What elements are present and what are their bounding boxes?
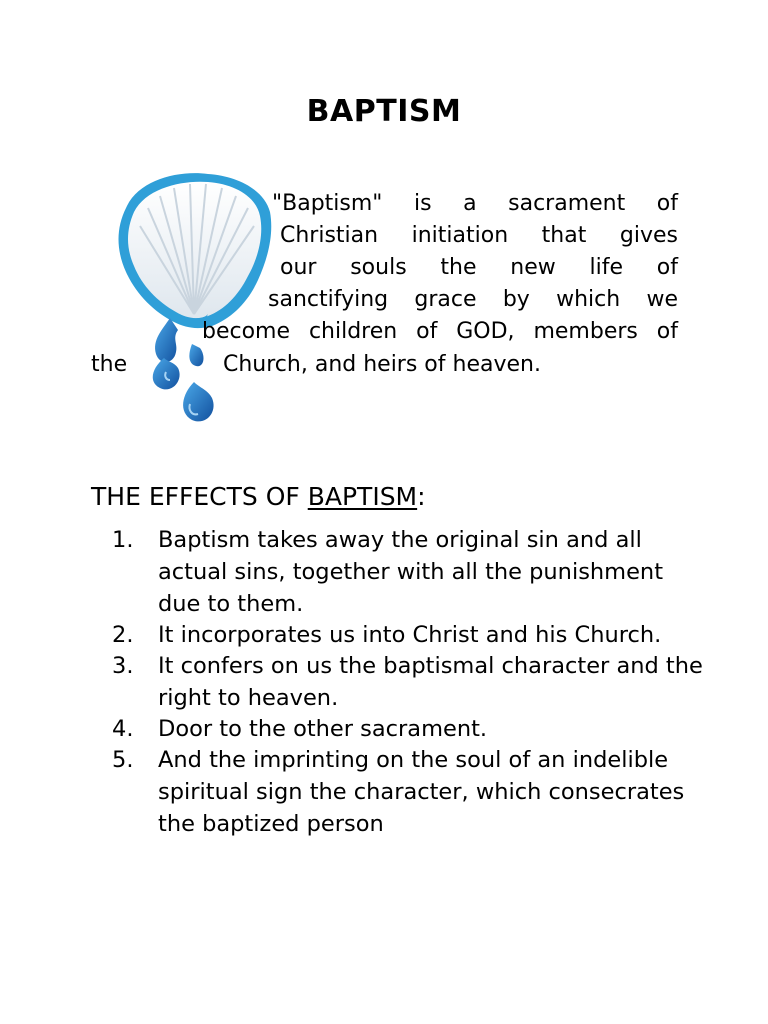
list-item — [112, 713, 712, 745]
intro-line-6a: the — [91, 352, 128, 377]
list-item-number: 3. — [112, 653, 134, 679]
list-item — [112, 619, 712, 651]
list-item-text: Door to the other sacrament. — [158, 716, 488, 742]
intro-line-5: become children of GOD, members of — [202, 319, 678, 344]
list-item-text: It incorporates us into Christ and his Church. — [158, 622, 662, 648]
intro-line-4: sanctifying grace by which we — [268, 287, 678, 312]
list-item-text: Baptism takes away the original sin and all actual sins, together with all the punishment due to them. — [158, 527, 664, 617]
list-item — [112, 744, 712, 840]
effects-heading — [91, 480, 426, 514]
list-item — [112, 524, 712, 620]
effects-heading-prefix: THE EFFECTS OF — [91, 482, 308, 511]
intro-line-3: our souls the new life of — [280, 255, 678, 280]
intro-line-2: Christian initiation that gives — [280, 223, 678, 248]
list-item-number: 4. — [112, 716, 134, 742]
page-title: BAPTISM — [306, 94, 462, 129]
list-item-number: 2. — [112, 622, 134, 648]
intro-line-1: "Baptism" is a sacrament of — [272, 191, 678, 216]
list-item-text: And the imprinting on the soul of an indelible spiritual sign the character, which consecrates the baptized person — [158, 747, 685, 837]
list-item-number: 1. — [112, 527, 134, 553]
effects-list — [112, 524, 712, 839]
list-item — [112, 650, 712, 714]
list-item-text: It confers on us the baptismal character and the right to heaven. — [158, 653, 703, 711]
list-item-number: 5. — [112, 747, 134, 773]
baptismal-shell-icon — [108, 168, 278, 430]
effects-heading-suffix: : — [417, 482, 426, 511]
effects-heading-baptism: BAPTISM — [307, 482, 418, 511]
intro-line-6b: Church, and heirs of heaven. — [223, 352, 541, 377]
